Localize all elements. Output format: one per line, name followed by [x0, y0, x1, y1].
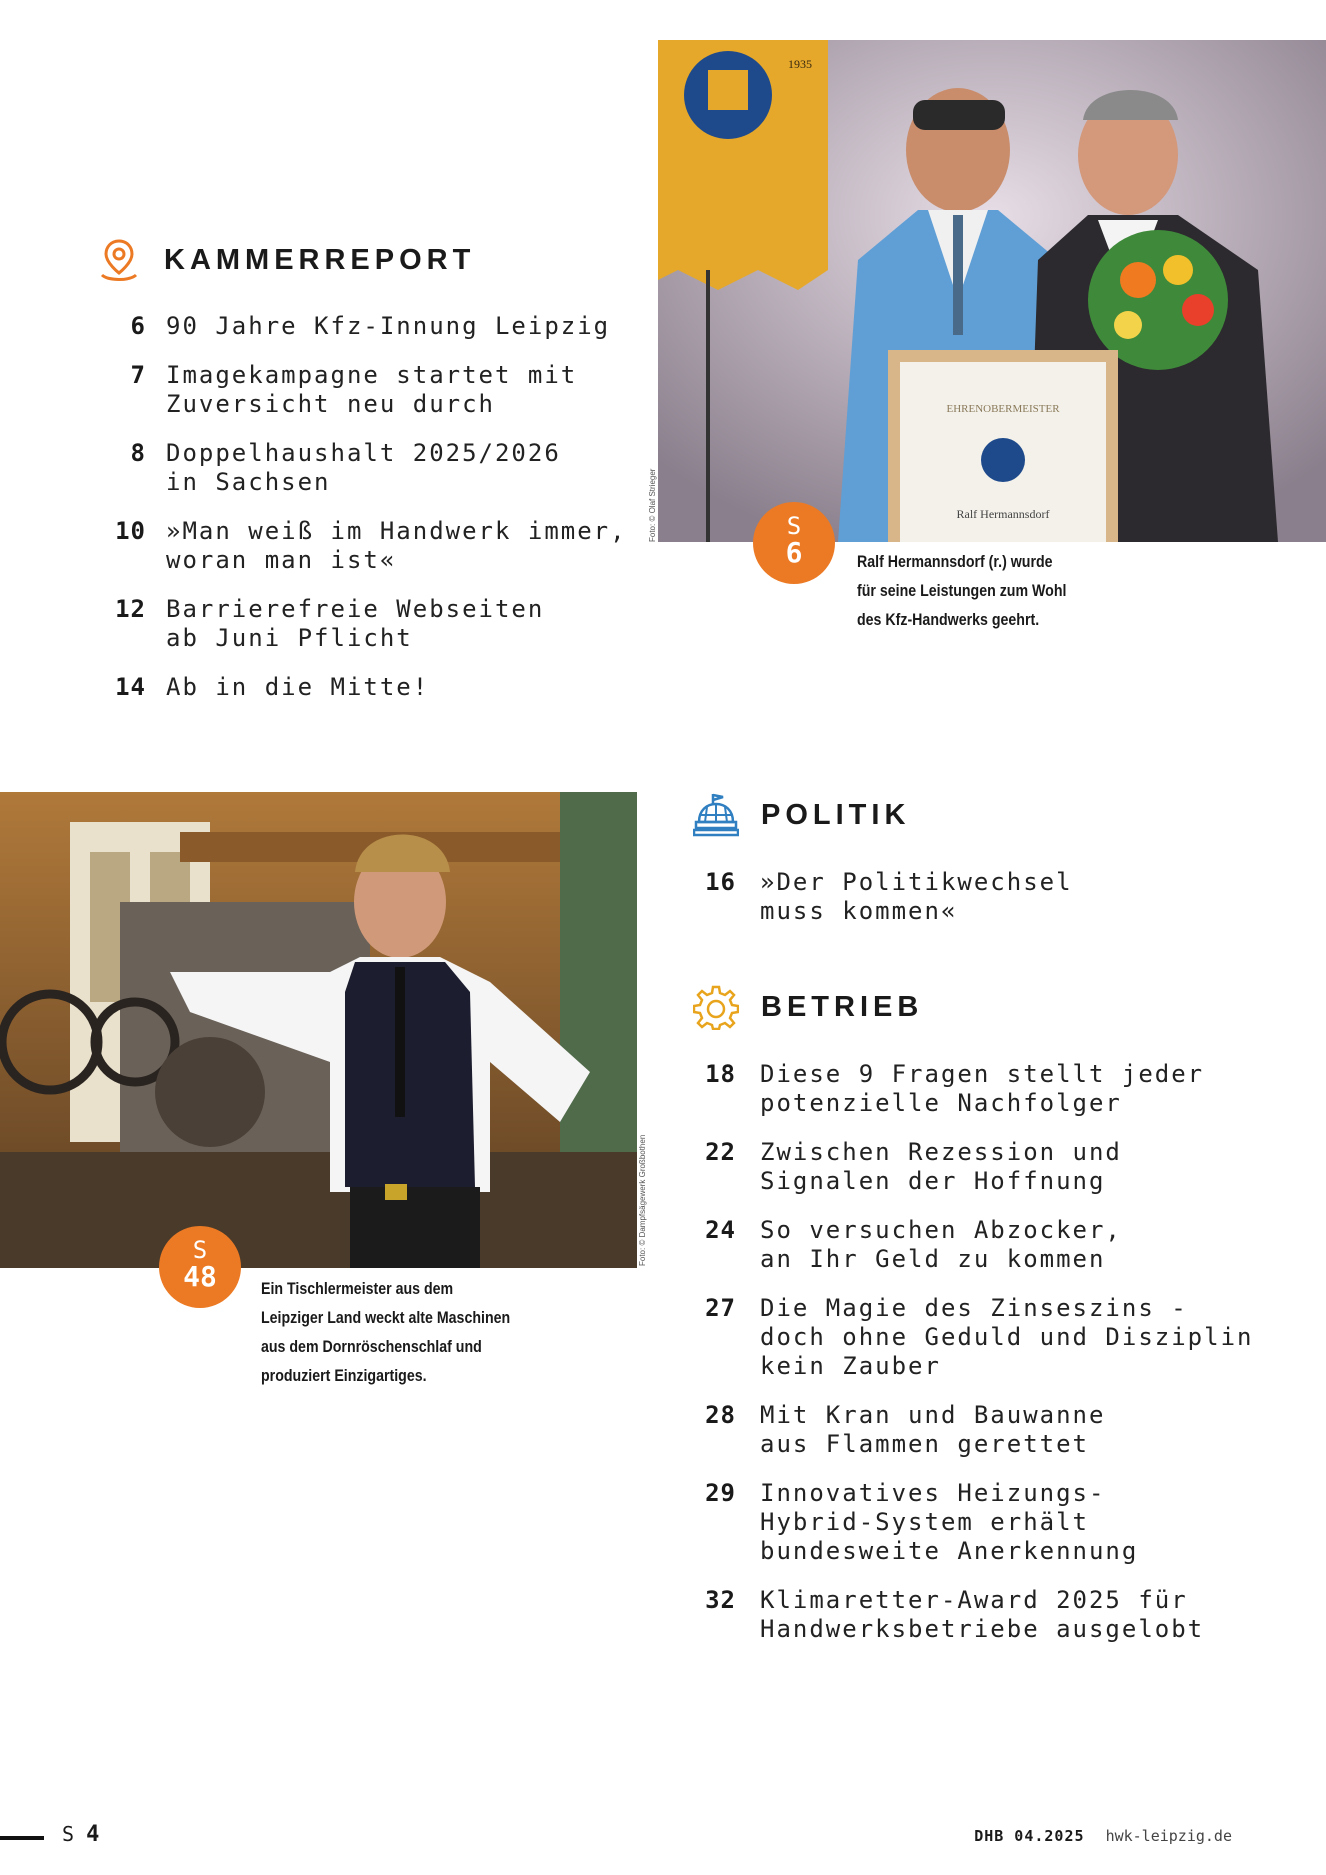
badge-s: S: [192, 1236, 208, 1264]
toc-title: Ab in die Mitte!: [166, 673, 430, 701]
site-link[interactable]: hwk-leipzig.de: [1105, 1827, 1232, 1845]
toc-list-politik: [685, 868, 1073, 946]
toc-list-betrieb: [685, 1060, 1253, 1664]
toc-page-number: 8: [130, 439, 146, 467]
section-title: KAMMERREPORT: [164, 243, 476, 276]
toc-list-kammerreport: [100, 312, 627, 722]
toc-item[interactable]: [100, 517, 627, 575]
photo-kfz-innung: [658, 40, 1326, 542]
section-header-politik: [693, 792, 910, 838]
toc-item[interactable]: [100, 312, 627, 341]
toc-page-number: 24: [705, 1216, 736, 1244]
toc-page-number: 28: [705, 1401, 736, 1429]
parliament-dome-icon: [693, 792, 739, 838]
toc-title: Zwischen Rezession und Signalen der Hoffnung: [760, 1138, 1122, 1195]
section-title: POLITIK: [761, 798, 911, 831]
badge-page: 48: [183, 1260, 217, 1293]
toc-item[interactable]: [685, 1216, 1253, 1274]
badge-page: 6: [785, 536, 803, 569]
page-badge-bottom: [159, 1226, 241, 1308]
toc-item[interactable]: [685, 868, 1073, 926]
location-pin-icon: [96, 237, 142, 283]
page-badge-top: [753, 502, 835, 584]
banner-year: 1935: [788, 57, 812, 71]
certificate-name: Ralf Hermannsdorf: [956, 507, 1050, 521]
toc-page-number: 22: [705, 1138, 736, 1166]
toc-title: Mit Kran und Bauwanne aus Flammen gerettet: [760, 1401, 1106, 1458]
section-header-betrieb: [693, 984, 923, 1030]
toc-page-number: 27: [705, 1294, 736, 1322]
toc-item[interactable]: [100, 595, 627, 653]
photo-caption-top: Ralf Hermannsdorf (r.) wurde für seine Leistungen zum Wohl des Kfz-Handwerks geehrt.: [857, 553, 1067, 629]
toc-title: Barrierefreie Webseiten ab Juni Pflicht: [166, 595, 545, 652]
toc-page-number: 29: [705, 1479, 736, 1507]
toc-page-number: 14: [115, 673, 146, 701]
toc-page-number: 6: [130, 312, 146, 340]
toc-title: Klimaretter-Award 2025 für Handwerksbetriebe ausgelobt: [760, 1586, 1205, 1643]
toc-item[interactable]: [685, 1138, 1253, 1196]
footer-rule: [0, 1836, 44, 1840]
gear-icon: [693, 984, 739, 1030]
toc-title: Die Magie des Zinseszins - doch ohne Geduld und Disziplin kein Zauber: [760, 1294, 1254, 1380]
page-prefix: S: [62, 1822, 75, 1846]
photo-tischlermeister: [0, 792, 637, 1268]
toc-page-number: 12: [115, 595, 146, 623]
toc-item[interactable]: [100, 673, 627, 702]
certificate-title: EHRENOBERMEISTER: [946, 403, 1060, 415]
toc-item[interactable]: [685, 1401, 1253, 1459]
toc-title: 90 Jahre Kfz-Innung Leipzig: [166, 312, 611, 340]
toc-item[interactable]: [685, 1060, 1253, 1118]
toc-item[interactable]: [100, 361, 627, 419]
issue-label: DHB 04.2025: [974, 1827, 1085, 1845]
toc-page-number: 7: [130, 361, 146, 389]
toc-title: »Der Politikwechsel muss kommen«: [760, 868, 1073, 925]
toc-page-number: 16: [705, 868, 736, 896]
section-header-kammerreport: [96, 237, 475, 283]
toc-title: Innovatives Heizungs- Hybrid-System erhält bundesweite Anerkennung: [760, 1479, 1139, 1565]
photo-credit-top: Foto: © Olaf Strieger: [648, 468, 657, 542]
toc-item[interactable]: [685, 1586, 1253, 1644]
toc-item[interactable]: [100, 439, 627, 497]
footer-right: [974, 1827, 1232, 1845]
photo-caption-bottom: Ein Tischlermeister aus dem Leipziger Land weckt alte Maschinen aus dem Dornröschenschlaf und produziert Einzigartiges.: [261, 1280, 511, 1385]
toc-title: So versuchen Abzocker, an Ihr Geld zu kommen: [760, 1216, 1122, 1273]
toc-title: Doppelhaushalt 2025/2026 in Sachsen: [166, 439, 561, 496]
toc-item[interactable]: [685, 1479, 1253, 1566]
toc-item[interactable]: [685, 1294, 1253, 1381]
toc-title: Imagekampagne startet mit Zuversicht neu durch: [166, 361, 578, 418]
photo-credit-bottom: Foto: © Dampfsägewerk Großbothen: [638, 1134, 647, 1266]
page-number: 4: [86, 1822, 100, 1847]
toc-title: Diese 9 Fragen stellt jeder potenzielle Nachfolger: [760, 1060, 1205, 1117]
section-title: BETRIEB: [761, 990, 924, 1023]
toc-title: »Man weiß im Handwerk immer, woran man ist«: [166, 517, 627, 574]
toc-page-number: 10: [115, 517, 146, 545]
toc-page-number: 32: [705, 1586, 736, 1614]
badge-s: S: [786, 512, 802, 540]
toc-page-number: 18: [705, 1060, 736, 1088]
footer-page-number: [62, 1822, 99, 1847]
